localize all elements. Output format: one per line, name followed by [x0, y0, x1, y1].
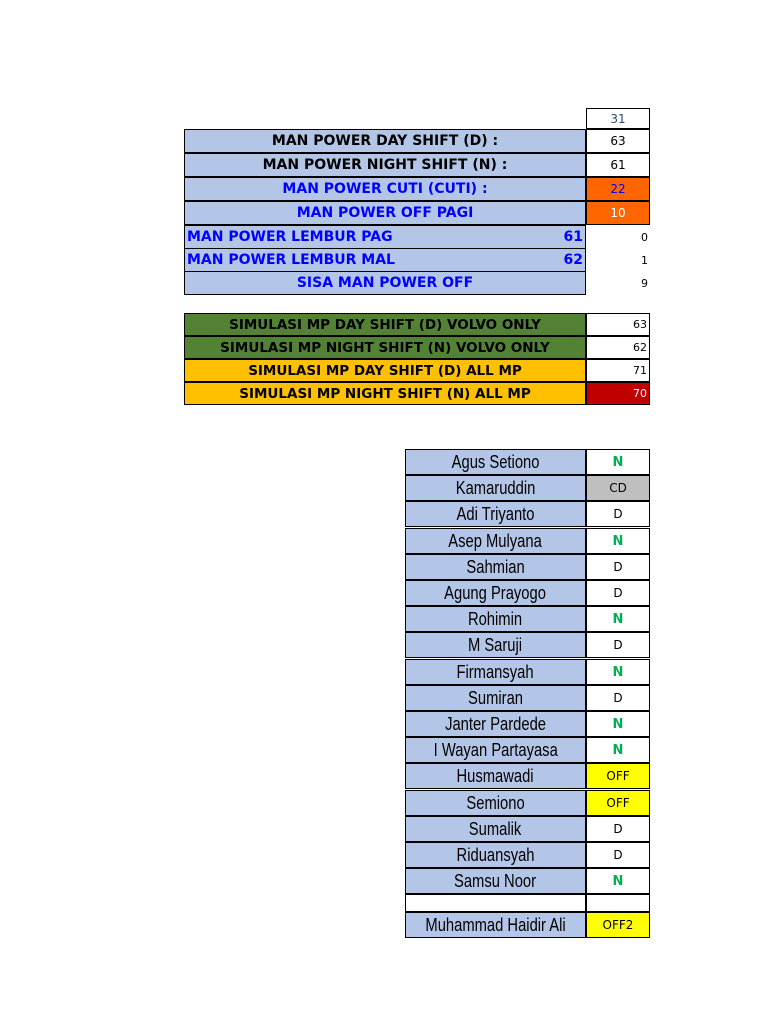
roster-name: Asep Mulyana [448, 530, 543, 551]
simulasi-label-night-volvo: SIMULASI MP NIGHT SHIFT (N) VOLVO ONLY [184, 336, 586, 359]
roster-code-cell[interactable]: N [586, 711, 650, 737]
roster-code-cell[interactable]: OFF [586, 763, 650, 789]
summary-label-cuti: MAN POWER CUTI (CUTI) : [184, 177, 586, 201]
roster-code-cell[interactable]: N [586, 737, 650, 763]
summary-value-lembur-mal[interactable]: 1 [641, 253, 648, 267]
roster-name: Janter Pardede [445, 713, 546, 734]
top-count-cell[interactable]: 31 [586, 108, 650, 129]
roster-code-cell[interactable]: N [586, 606, 650, 632]
roster-code-cell[interactable]: D [586, 685, 650, 711]
roster-name-cell[interactable] [405, 580, 586, 606]
roster-code-cell[interactable]: D [586, 580, 650, 606]
roster-name-cell[interactable] [405, 554, 586, 580]
simulasi-label-day-all: SIMULASI MP DAY SHIFT (D) ALL MP [184, 359, 586, 382]
summary-label-lembur-mal: MAN POWER LEMBUR MAL 62 [184, 248, 586, 272]
summary-inner-lembur-mal: 62 [563, 252, 583, 268]
roster-name: Semiono [466, 792, 525, 813]
roster-code-cell[interactable]: N [586, 659, 650, 685]
roster-name: Sahmian [466, 556, 525, 577]
roster-name: Kamaruddin [455, 477, 536, 498]
roster-name-cell[interactable] [405, 449, 586, 475]
roster-name: Sumiran [468, 687, 523, 708]
roster-empty-name-cell[interactable] [405, 894, 586, 912]
roster-code-cell[interactable]: N [586, 868, 650, 894]
roster-code-cell[interactable]: CD [586, 475, 650, 501]
roster-name: M Saruji [468, 634, 523, 655]
roster-name: Samsu Noor [454, 870, 537, 891]
roster-name: Husmawadi [456, 765, 535, 786]
roster-code-cell[interactable]: D [586, 842, 650, 868]
roster-code-cell[interactable]: OFF2 [586, 912, 650, 938]
roster-name-cell[interactable] [405, 868, 586, 894]
summary-label-night-shift: MAN POWER NIGHT SHIFT (N) : [184, 153, 586, 177]
roster-name-cell[interactable] [405, 912, 586, 938]
roster-name: Rohimin [468, 608, 523, 629]
summary-value-cuti[interactable]: 22 [586, 177, 650, 201]
roster-name-cell[interactable] [405, 475, 586, 501]
roster-code-cell[interactable]: D [586, 632, 650, 658]
roster-name: I Wayan Partayasa [433, 739, 558, 760]
roster-code-cell[interactable]: D [586, 501, 650, 527]
roster-name-cell[interactable] [405, 632, 586, 658]
summary-inner-lembur-pag: 61 [563, 229, 583, 245]
summary-label-lembur-pag: MAN POWER LEMBUR PAG 61 [184, 225, 586, 249]
summary-label-off-pagi: MAN POWER OFF PAGI [184, 201, 586, 225]
roster-name-cell[interactable] [405, 606, 586, 632]
simulasi-label-night-all: SIMULASI MP NIGHT SHIFT (N) ALL MP [184, 382, 586, 405]
roster-name: Agung Prayogo [444, 582, 547, 603]
summary-value-off-pagi[interactable]: 10 [586, 201, 650, 225]
roster-name-cell[interactable] [405, 790, 586, 816]
roster-code-cell[interactable]: OFF [586, 790, 650, 816]
simulasi-value-day-volvo[interactable]: 63 [586, 313, 650, 336]
roster-name-cell[interactable] [405, 685, 586, 711]
roster-code-cell[interactable]: D [586, 554, 650, 580]
roster-code-cell[interactable]: N [586, 449, 650, 475]
roster-code-cell[interactable]: D [586, 816, 650, 842]
roster-empty-code-cell[interactable] [586, 894, 650, 912]
roster-name: Firmansyah [456, 661, 535, 682]
roster-name-cell[interactable] [405, 842, 586, 868]
summary-value-night-shift[interactable]: 61 [586, 153, 650, 177]
roster-name-cell[interactable] [405, 528, 586, 554]
roster-name-cell[interactable] [405, 711, 586, 737]
simulasi-value-night-all[interactable]: 70 [586, 382, 650, 405]
roster-name: Sumalik [469, 818, 522, 839]
summary-value-lembur-pag[interactable]: 0 [641, 230, 648, 244]
simulasi-value-day-all[interactable]: 71 [586, 359, 650, 382]
roster-name-cell[interactable] [405, 763, 586, 789]
roster-name-cell[interactable] [405, 737, 586, 763]
roster-name-cell[interactable] [405, 501, 586, 527]
summary-value-sisa-off[interactable]: 9 [641, 276, 648, 290]
summary-value-day-shift[interactable]: 63 [586, 129, 650, 153]
roster-name: Adi Triyanto [456, 503, 535, 524]
roster-name-cell[interactable] [405, 816, 586, 842]
simulasi-label-day-volvo: SIMULASI MP DAY SHIFT (D) VOLVO ONLY [184, 313, 586, 336]
roster-name: Agus Setiono [451, 451, 540, 472]
summary-label-sisa-off: SISA MAN POWER OFF [184, 271, 586, 295]
roster-name-cell[interactable] [405, 659, 586, 685]
simulasi-value-night-volvo[interactable]: 62 [586, 336, 650, 359]
roster-name: Riduansyah [456, 844, 535, 865]
summary-label-day-shift: MAN POWER DAY SHIFT (D) : [184, 129, 586, 153]
roster-code-cell[interactable]: N [586, 528, 650, 554]
roster-name: Muhammad Haidir Ali [425, 914, 566, 935]
